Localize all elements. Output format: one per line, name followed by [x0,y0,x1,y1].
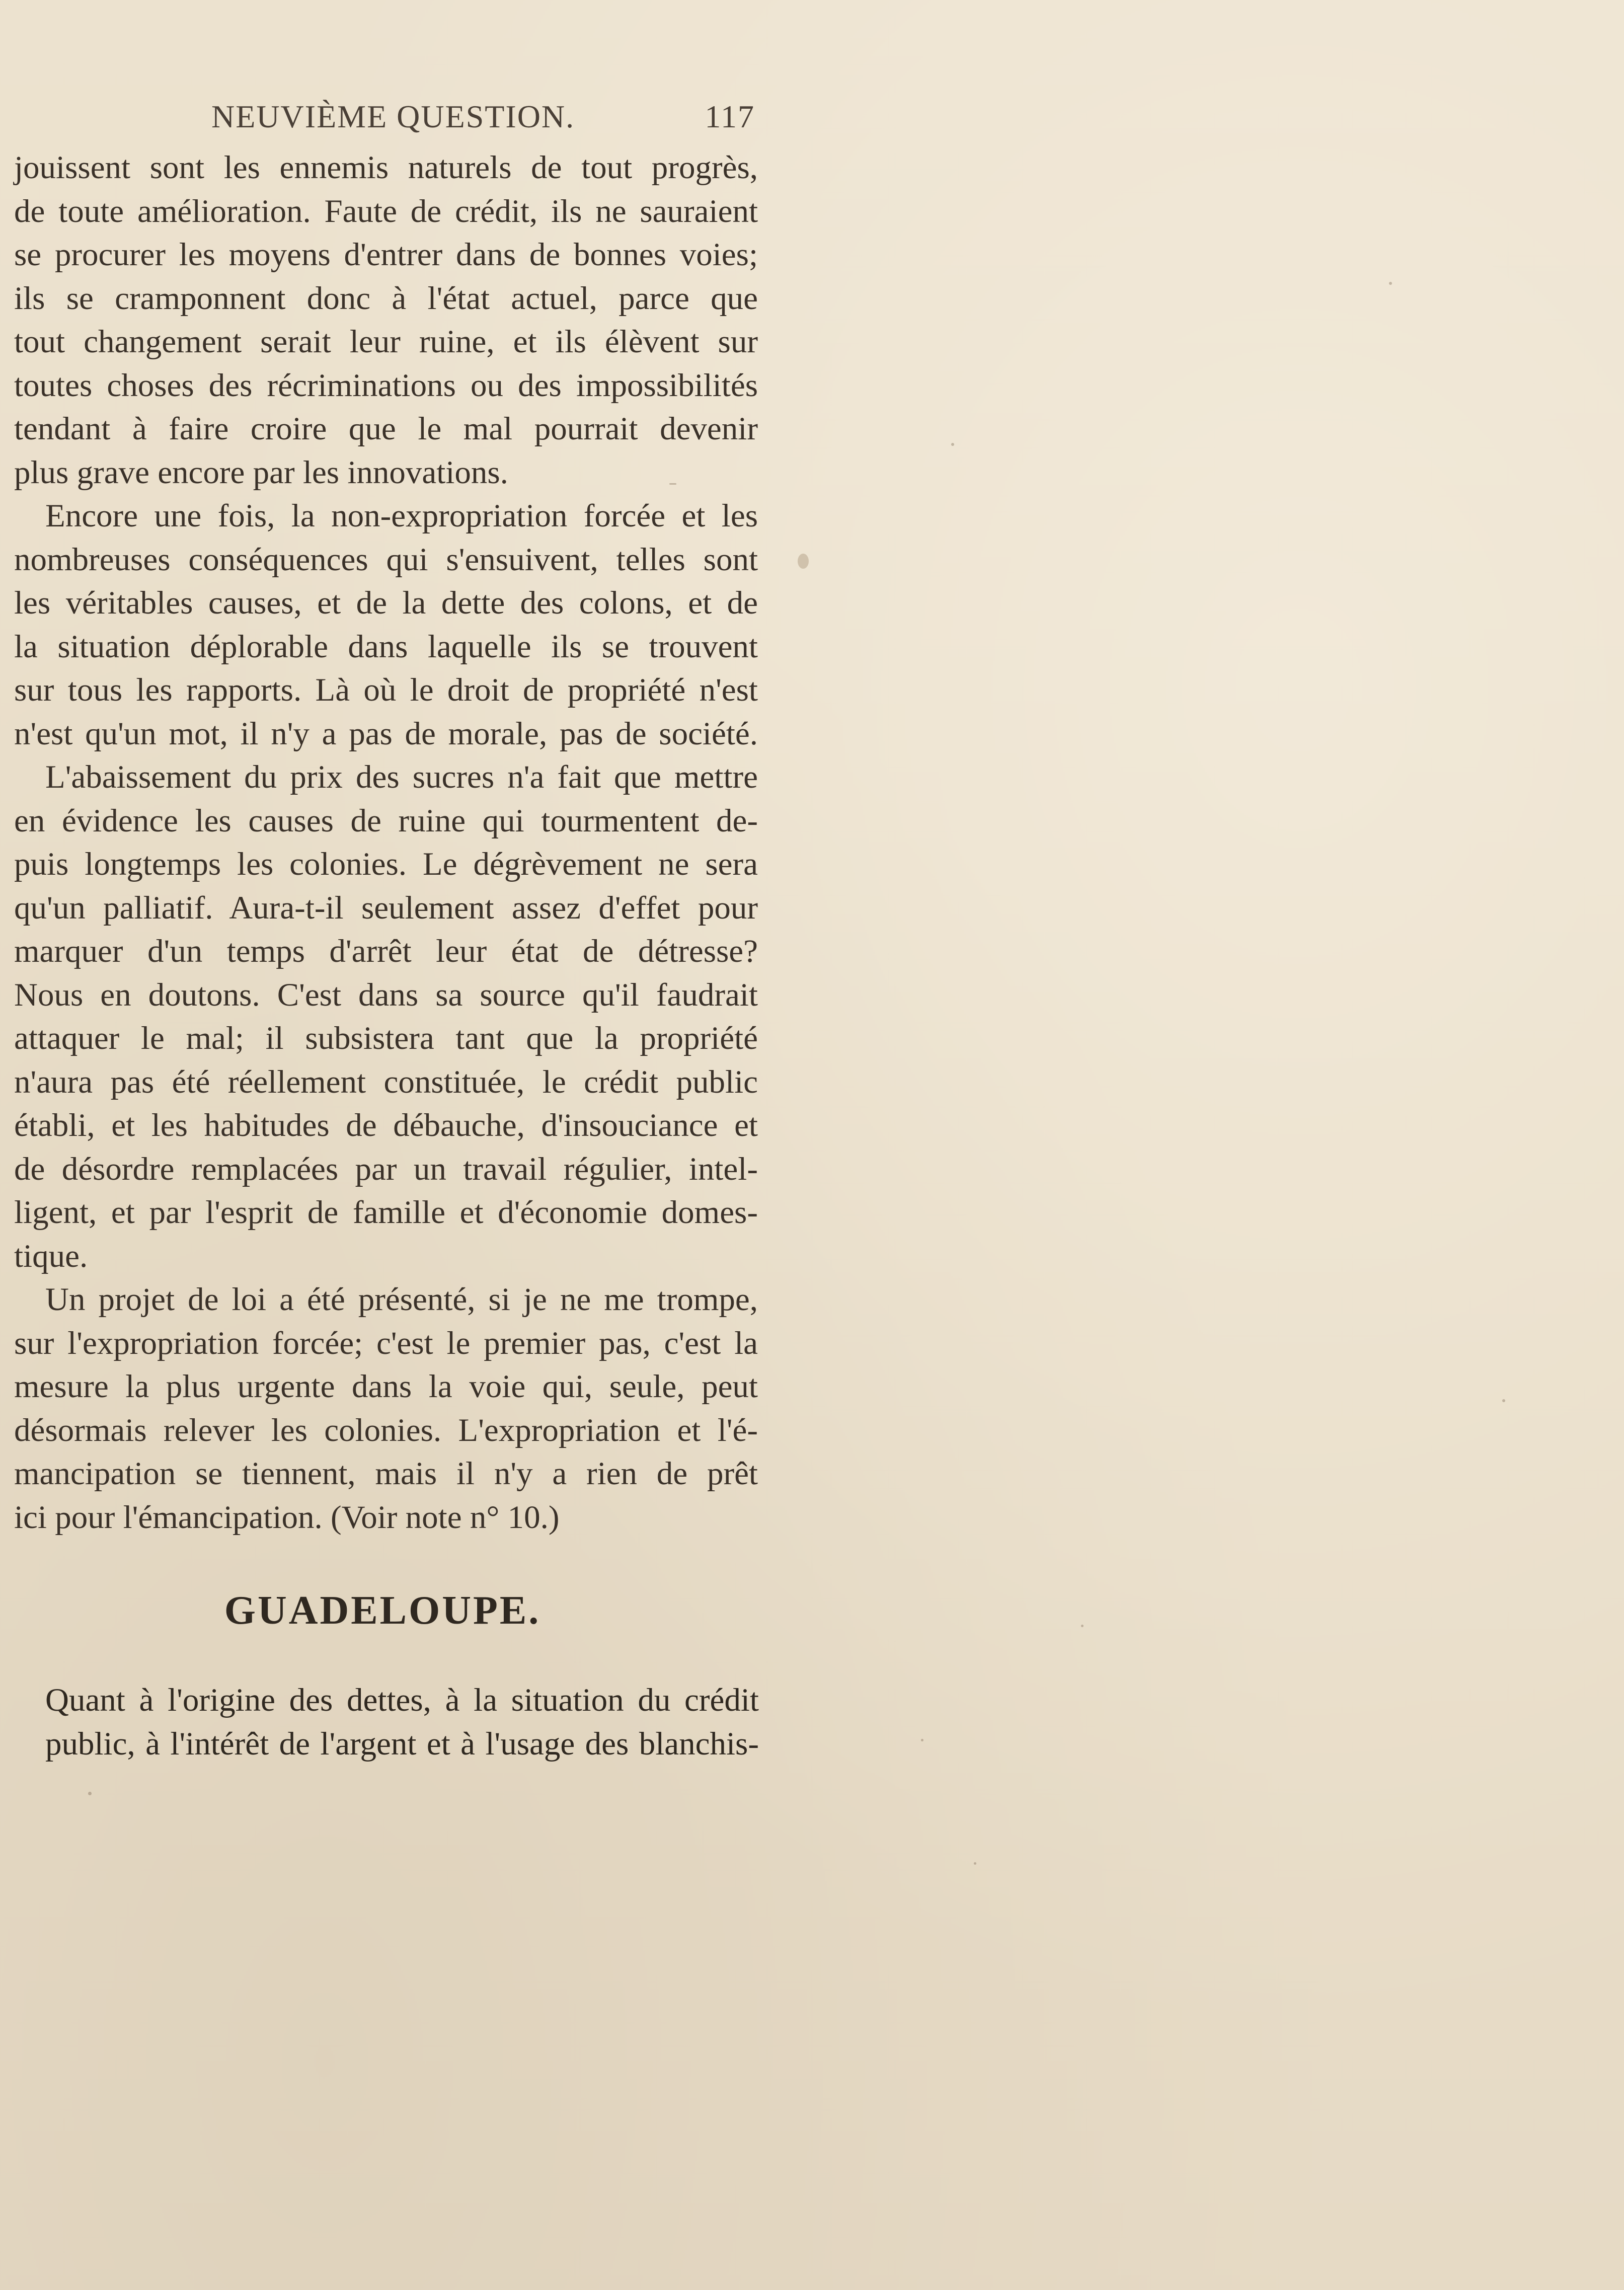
text-line: Nous en doutons. C'est dans sa source qu'il faudrait [14,976,758,1013]
text-line: mancipation se tiennent, mais il n'y a rien de prêt [14,1456,758,1492]
text-line: établi, et les habitudes de débauche, d'insouciance et [14,1107,758,1143]
text-line: en évidence les causes de ruine qui tourmentent de- [14,802,758,839]
text-line: de désordre remplacées par un travail régulier, intel- [14,1151,758,1187]
paper-speck [974,1862,976,1865]
text-line: Un projet de loi a été présenté, si je ne me trompe, [45,1281,758,1318]
text-line: les véritables causes, et de la dette des colons, et de [14,585,758,621]
running-head [211,93,755,143]
text-line: attaquer le mal; il subsistera tant que la propriété [14,1020,758,1056]
text-line: de toute amélioration. Faute de crédit, ils ne sauraient [14,193,758,230]
text-line: qu'un palliatif. Aura-t-il seulement assez d'effet pour [14,889,758,926]
text-line: sur l'expropriation forcée; c'est le premier pas, c'est la [14,1325,758,1361]
text-line: mesure la plus urgente dans la voie qui, seule, peut [14,1368,758,1405]
paper-speck [921,1739,923,1741]
paper-speck [798,554,809,569]
paper-speck [951,443,954,446]
body-text [14,146,758,1539]
text-line: la situation déplorable dans laquelle ils se trouvent [14,628,758,665]
text-line: toutes choses des récriminations ou des impossibilités [14,367,758,404]
text-line: jouissent sont les ennemis naturels de tout progrès, [14,149,758,186]
text-line: ligent, et par l'esprit de famille et d'économie domes- [14,1194,758,1231]
paper-speck [669,483,676,485]
text-line: marquer d'un temps d'arrêt leur état de détresse? [14,933,758,969]
text-line: tendant à faire croire que le mal pourrait devenir [14,411,758,447]
page-number: 117 [705,99,755,134]
text-line: L'abaissement du prix des sucres n'a fait que mettre [45,759,758,795]
paper-speck [1502,1399,1505,1402]
text-line: n'aura pas été réellement constituée, le crédit public [14,1063,758,1100]
text-line: public, à l'intérêt de l'argent et à l'usage des blanchis- [45,1725,759,1762]
text-line: sur tous les rapports. Là où le droit de propriété n'est [14,672,758,708]
text-line: ils se cramponnent donc à l'état actuel, parce que [14,280,758,317]
paper-speck [1389,282,1392,285]
text-line: désormais relever les colonies. L'expropriation et l'é- [14,1412,758,1448]
text-line: ici pour l'émancipation. (Voir note n° 10.) [14,1499,560,1536]
text-line: nombreuses conséquences qui s'ensuivent, telles sont [14,541,758,578]
text-line: tout changement serait leur ruine, et ils élèvent sur [14,324,758,360]
text-line: n'est qu'un mot, il n'y a pas de morale, pas de société. [14,715,758,752]
text-line: puis longtemps les colonies. Le dégrèvement ne sera [14,846,758,882]
text-line: tique. [14,1238,88,1274]
section-heading: GUADELOUPE. [224,1588,541,1633]
text-line: plus grave encore par les innovations. [14,454,508,491]
paper-speck [88,1792,92,1795]
running-head-title: NEUVIÈME QUESTION. [211,99,575,134]
text-line: Encore une fois, la non-expropriation forcée et les [45,498,758,534]
paper-speck [1081,1625,1084,1627]
section-body-text [45,1678,759,1766]
text-line: se procurer les moyens d'entrer dans de bonnes voies; [14,237,758,273]
text-line: Quant à l'origine des dettes, à la situation du crédit [45,1682,759,1718]
